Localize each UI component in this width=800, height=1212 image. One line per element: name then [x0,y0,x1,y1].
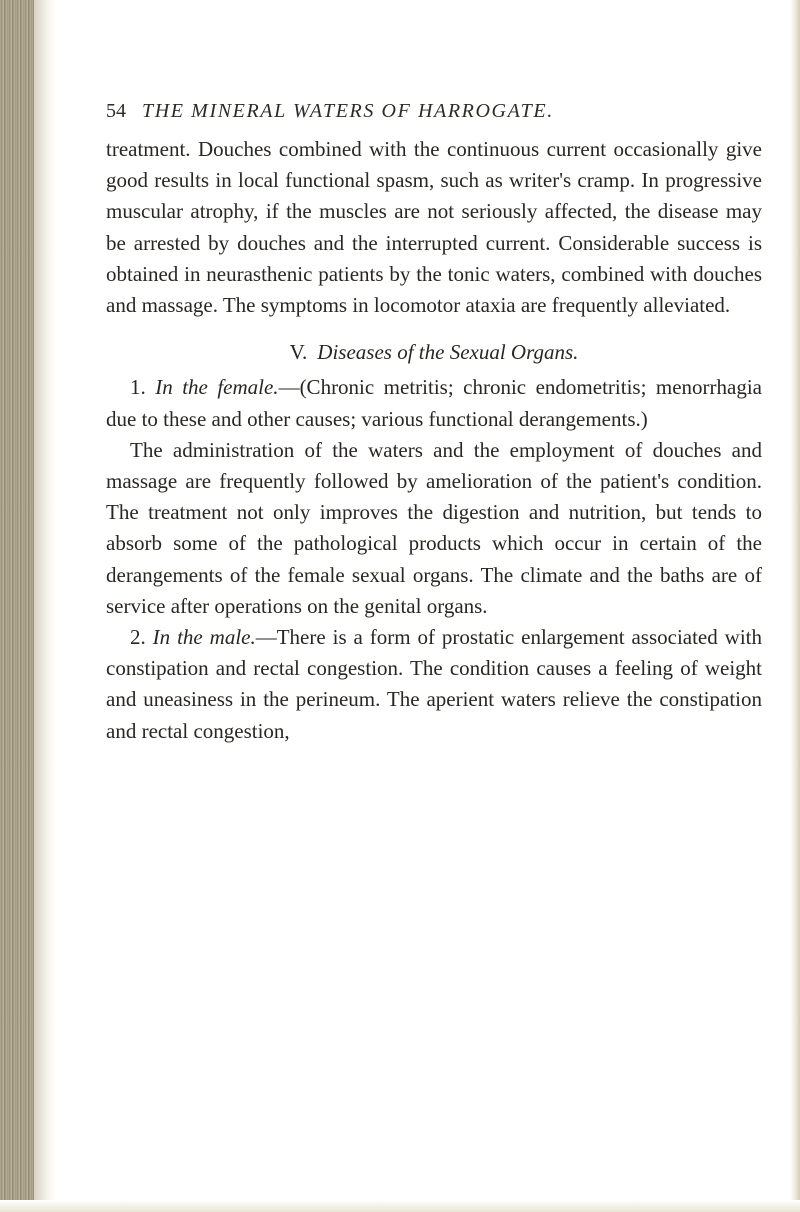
gutter-shadow [34,0,56,1212]
page-bottom-edge [0,1200,800,1212]
page-edge [790,0,800,1212]
male-number: 2. [130,625,146,650]
running-header [106,100,762,134]
paragraph-male [106,622,762,747]
female-heading: In the female. [155,375,279,400]
section-number: V. [289,340,308,365]
running-title: THE MINERAL WATERS OF HARROGATE. [142,100,554,122]
male-heading: In the male. [152,625,256,650]
book-page [106,100,762,747]
section-heading [106,337,762,368]
body-text [106,134,762,747]
paragraph-female-heading [106,372,762,434]
page-number: 54 [106,100,126,122]
female-number: 1. [130,375,146,400]
section-title: Diseases of the Sexual Organs. [317,340,579,365]
paragraph-female: The administration of the waters and the employment of douches and massage are frequently followed by amelioration of the patient's condition. The treatment not only improves the digestion and nutrition, but tends to absorb some of the pathological products which occur in certain of the derangements of the female sexual organs. The climate and the baths are of service after operations on the genital organs. [106,437,762,618]
book-spine [0,0,34,1212]
female-text: —(Chronic metritis; chronic endometritis; menorrhagia due to these and other causes; various functional derangements.) [106,375,763,431]
male-text: —There is a form of prostatic enlargement associated with constipation and rectal congestion. The condition causes a feeling of weight and uneasiness in the perineum. The aperient waters relieve the constipation and rectal congestion, [106,625,762,743]
paragraph-continuation: treatment. Douches combined with the continuous current occasionally give good results in local functional spasm, such as writer's cramp. In progressive muscular atrophy, if the muscles are not seriously affected, the disease may be arrested by douches and the interrupted current. Considerable success is obtained in neurasthenic patients by the tonic waters, combined with douches and massage. The symptoms in locomotor ataxia are frequently alleviated. [106,137,762,318]
